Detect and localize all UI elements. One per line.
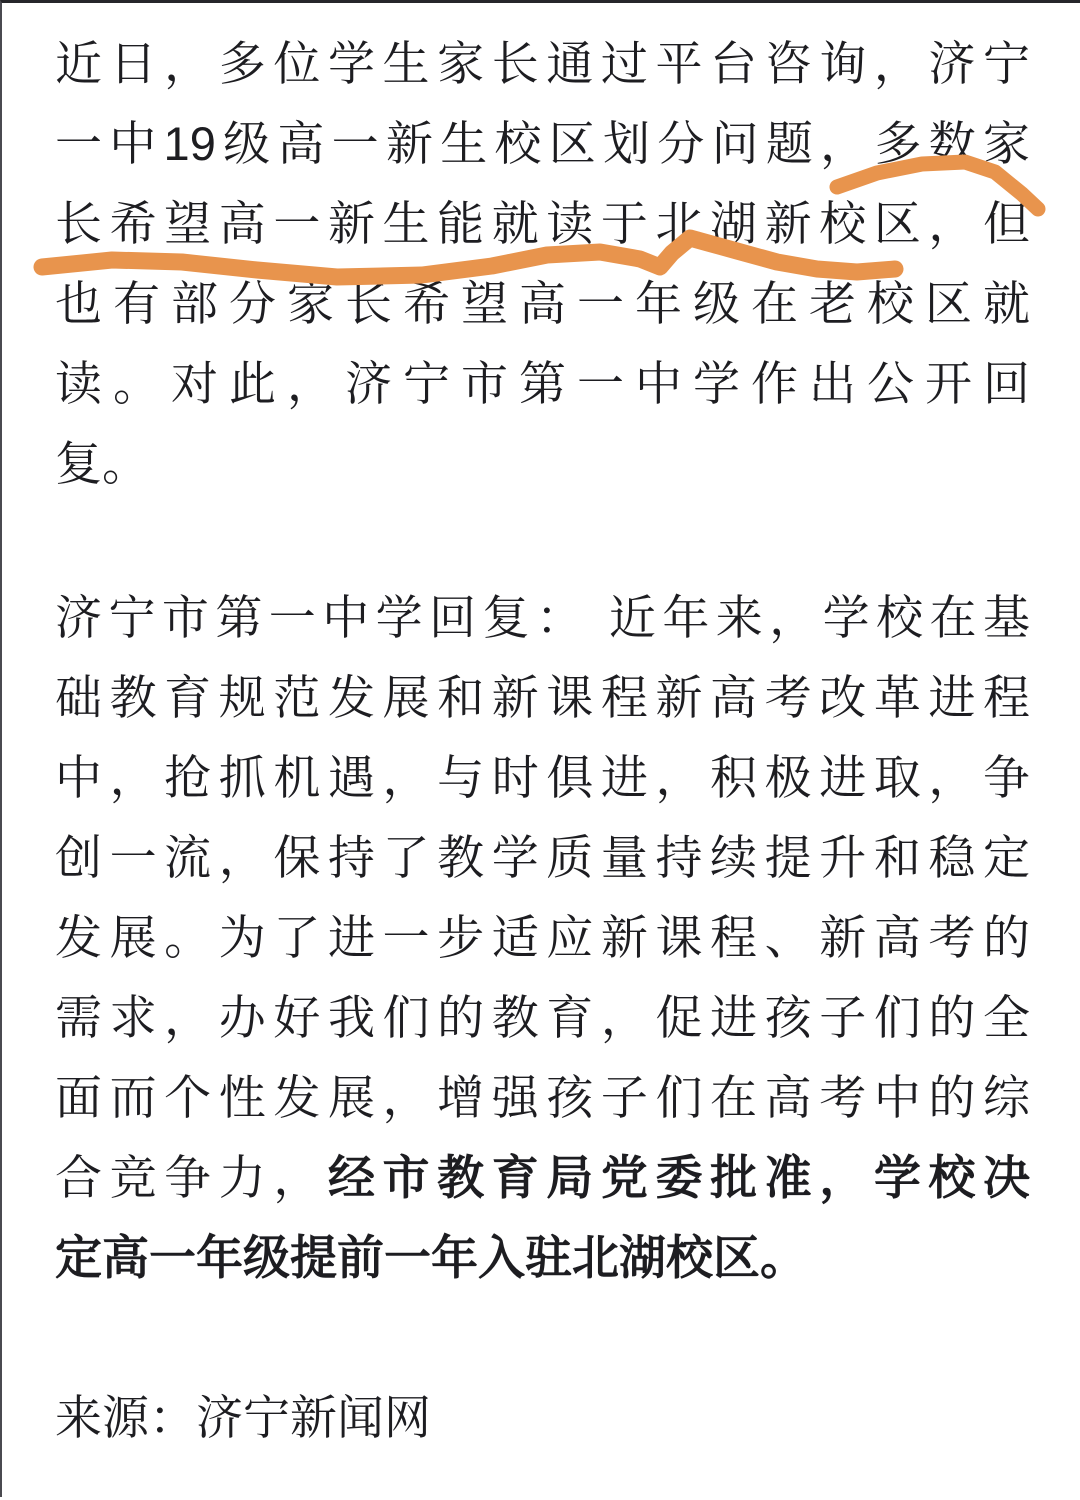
- text-line: [55, 104, 1030, 184]
- text-line: [55, 1058, 1030, 1138]
- text-segment: 一中19级高一新生校区划分问题，多数家: [55, 117, 1030, 170]
- text-segment: 合竞争力，: [55, 1151, 328, 1204]
- article-content: [2, 3, 1080, 1458]
- text-segment: 读。对此，济宁市第一中学作出公开回: [55, 357, 1030, 410]
- text-segment: 础教育规范发展和新课程新高考改革进程: [55, 671, 1030, 724]
- text-line: [55, 1218, 1030, 1298]
- text-line: [55, 658, 1030, 738]
- text-segment: 创一流，保持了教学质量持续提升和稳定: [55, 831, 1030, 884]
- text-segment: 发展。为了进一步适应新课程、新高考的: [55, 911, 1030, 964]
- text-line: [55, 1378, 1030, 1458]
- text-segment: 长希望高一新生能就读于北湖新校区，但: [55, 197, 1030, 250]
- text-line: [55, 738, 1030, 818]
- text-line: [55, 264, 1030, 344]
- text-line: [55, 898, 1030, 978]
- paragraph-intro: [55, 24, 1030, 504]
- paragraph-source: [55, 1378, 1030, 1458]
- text-line: [55, 184, 1030, 264]
- text-segment: 也有部分家长希望高一年级在老校区就: [55, 277, 1030, 330]
- text-line: [55, 578, 1030, 658]
- text-segment: 济宁市第一中学回复： 近年来，学校在基: [55, 591, 1030, 644]
- text-line: [55, 344, 1030, 424]
- text-segment: 面而个性发展，增强孩子们在高考中的综: [55, 1071, 1030, 1124]
- bold-text-segment: 经市教育局党委批准，学校决: [327, 1151, 1031, 1204]
- text-line: [55, 424, 1030, 504]
- bold-text-segment: 定高一年级提前一年入驻北湖校区。: [55, 1231, 807, 1284]
- text-line: [55, 818, 1030, 898]
- text-segment: 需求，办好我们的教育，促进孩子们的全: [55, 991, 1030, 1044]
- text-segment: 中，抢抓机遇，与时俱进，积极进取，争: [55, 751, 1030, 804]
- paragraph-school-reply: [55, 578, 1030, 1298]
- text-segment: 来源：济宁新闻网: [55, 1391, 431, 1444]
- text-segment: 近日，多位学生家长通过平台咨询，济宁: [55, 37, 1030, 90]
- text-line: [55, 978, 1030, 1058]
- text-segment: 复。: [55, 437, 149, 490]
- text-line: [55, 24, 1030, 104]
- text-line: [55, 1138, 1030, 1218]
